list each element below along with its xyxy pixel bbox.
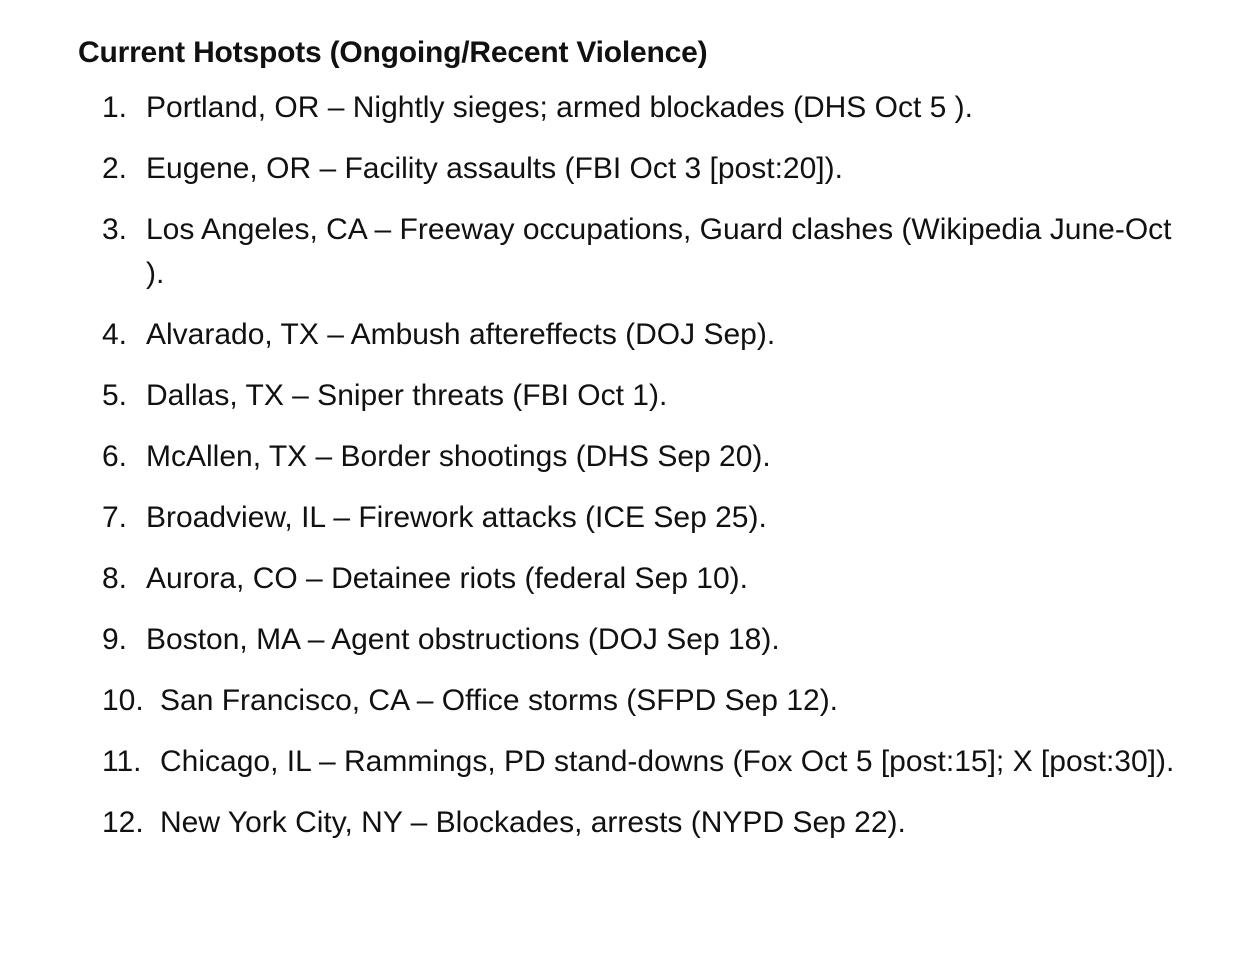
list-item-number: 2. <box>102 152 128 185</box>
list-item <box>78 374 1188 418</box>
list-item-number: 12. <box>102 806 144 839</box>
list-item-text: San Francisco, CA – Office storms (SFPD Sep 12). <box>160 684 839 717</box>
list-item-text: McAllen, TX – Border shootings (DHS Sep 20). <box>146 440 771 473</box>
list-item-number: 1. <box>102 91 128 124</box>
list-item-number: 4. <box>102 318 128 351</box>
list-item <box>78 147 1188 191</box>
section-heading: Current Hotspots (Ongoing/Recent Violence) <box>78 36 708 69</box>
list-item <box>78 557 1188 601</box>
list-item-text: Chicago, IL – Rammings, PD stand-downs (Fox Oct 5 [post:15]; X [post:30]). <box>160 745 1175 778</box>
list-item <box>78 435 1188 479</box>
list-item-number: 11. <box>102 745 142 778</box>
list-item <box>78 496 1188 540</box>
list-item-number: 10. <box>102 684 144 717</box>
list-item-number: 9. <box>102 623 128 656</box>
list-item-text: Los Angeles, CA – Freeway occupations, Guard clashes (Wikipedia June-Oct ). <box>146 213 1172 290</box>
list-item-text: Boston, MA – Agent obstructions (DOJ Sep 18). <box>146 623 780 656</box>
list-item-text: Alvarado, TX – Ambush aftereffects (DOJ Sep). <box>146 318 776 351</box>
list-item-text: New York City, NY – Blockades, arrests (NYPD Sep 22). <box>160 806 906 839</box>
list-item-number: 7. <box>102 501 128 534</box>
list-item <box>78 679 1188 723</box>
list-item <box>78 740 1188 784</box>
list-item-number: 3. <box>102 213 128 246</box>
list-item-number: 6. <box>102 440 128 473</box>
list-item-number: 8. <box>102 562 128 595</box>
list-item-text: Eugene, OR – Facility assaults (FBI Oct 3 [post:20]). <box>146 152 843 185</box>
list-item <box>78 618 1188 662</box>
list-item-number: 5. <box>102 379 128 412</box>
list-item <box>78 313 1188 357</box>
list-item-text: Portland, OR – Nightly sieges; armed blockades (DHS Oct 5 ). <box>146 91 973 124</box>
list-item <box>78 801 1188 845</box>
hotspot-list <box>78 86 1188 845</box>
list-item-text: Broadview, IL – Firework attacks (ICE Sep 25). <box>146 501 767 534</box>
list-item <box>78 86 1188 130</box>
list-item-text: Dallas, TX – Sniper threats (FBI Oct 1). <box>146 379 668 412</box>
document <box>78 30 1188 845</box>
list-item <box>78 208 1188 296</box>
list-item-text: Aurora, CO – Detainee riots (federal Sep 10). <box>146 562 748 595</box>
